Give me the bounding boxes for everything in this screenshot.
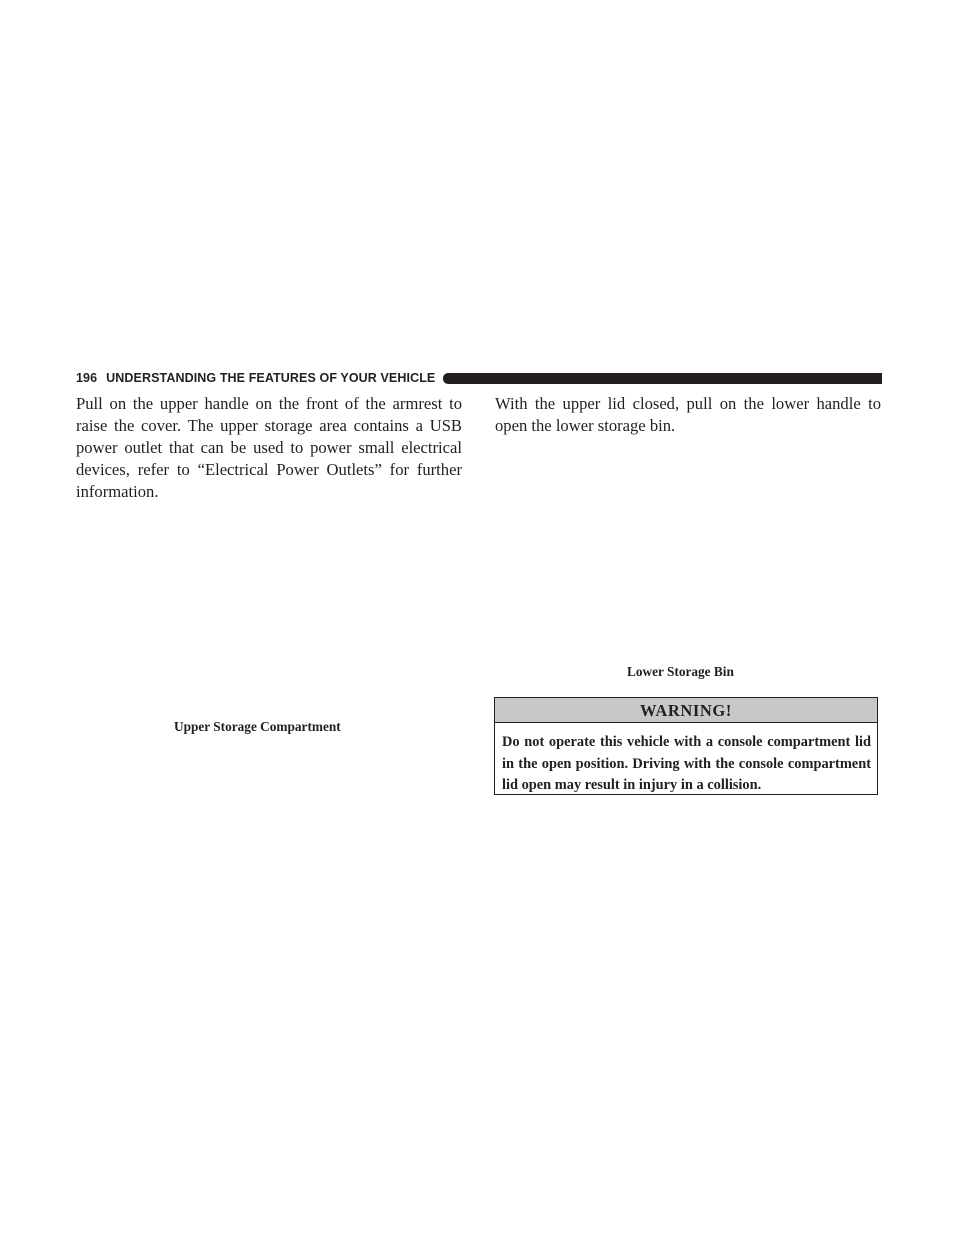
header-rule: [443, 373, 882, 384]
warning-box: [494, 697, 878, 795]
right-paragraph: With the upper lid closed, pull on the lower handle to open the lower storage bin.: [495, 394, 881, 435]
upper-storage-caption: Upper Storage Compartment: [174, 719, 341, 734]
section-title: UNDERSTANDING THE FEATURES OF YOUR VEHICLE: [106, 371, 436, 385]
lower-storage-caption: Lower Storage Bin: [627, 664, 734, 679]
page-header: [76, 371, 882, 385]
right-column: [495, 393, 881, 437]
left-paragraph: Pull on the upper handle on the front of the armrest to raise the cover. The upper storage area contains a USB power outlet that can be used to power small electrical devices, refer to “Electrical Power Outlets” for further information.: [76, 394, 462, 501]
warning-title: WARNING!: [495, 698, 877, 723]
page-number: 196: [76, 371, 98, 385]
warning-text: Do not operate this vehicle with a console compartment lid in the open position. Driving with the console compartment lid open may result in injury in a collision.: [502, 734, 871, 793]
left-column: [76, 393, 462, 503]
